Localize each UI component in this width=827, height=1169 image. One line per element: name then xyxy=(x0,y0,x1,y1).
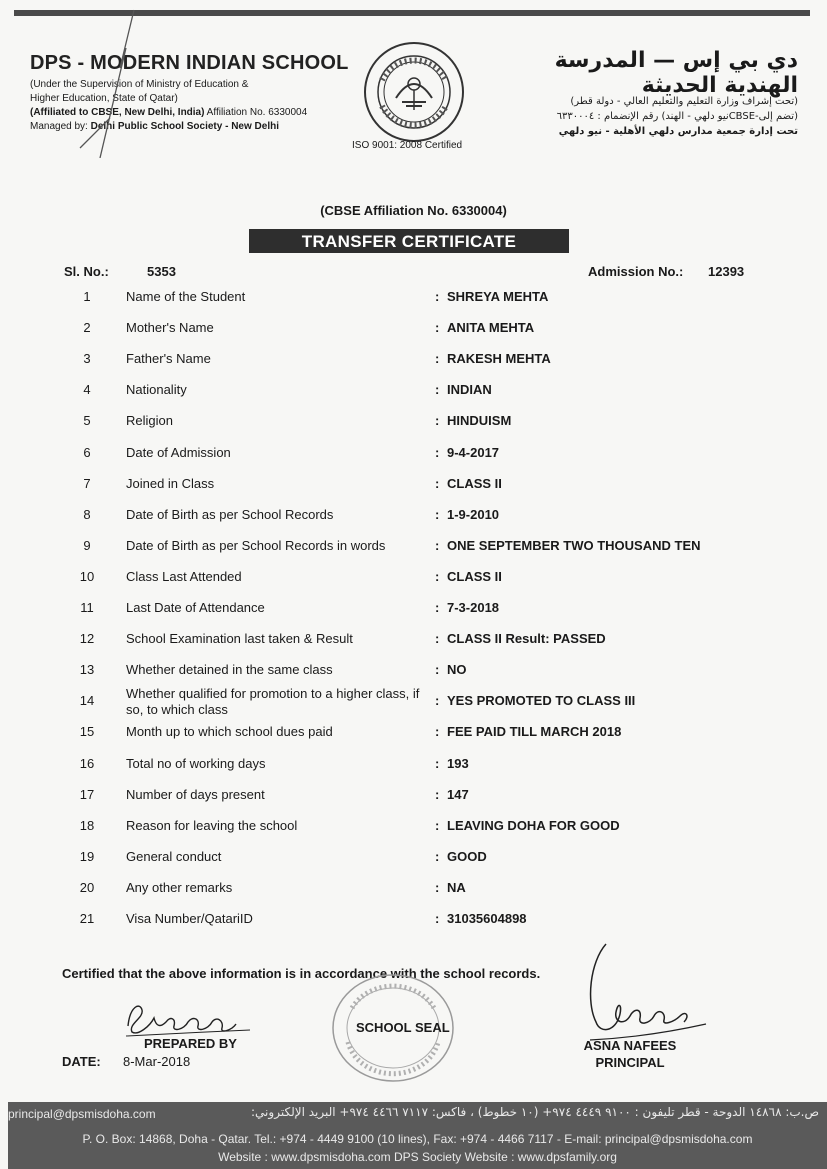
certificate-row xyxy=(0,469,827,499)
field-value: 1-9-2010 xyxy=(447,506,500,522)
field-label: General conduct xyxy=(126,848,222,864)
field-label: Father's Name xyxy=(126,351,211,367)
field-value: ANITA MEHTA xyxy=(447,320,535,336)
row-number: 15 xyxy=(79,724,95,740)
field-separator: : xyxy=(435,351,440,367)
supervision-line-2: Higher Education, State of Qatar) xyxy=(30,93,178,104)
field-separator: : xyxy=(435,600,440,615)
field-label: Visa Number/QatariID xyxy=(126,911,253,926)
school-seal-label: SCHOOL SEAL xyxy=(356,1020,450,1035)
field-label: Name of the Student xyxy=(126,289,246,304)
row-number: 5 xyxy=(83,413,91,429)
managed-by-prefix: Managed by: xyxy=(30,121,91,132)
field-value: FEE PAID TILL MARCH 2018 xyxy=(447,724,622,740)
principal-name: ASNA NAFEES xyxy=(583,1038,677,1053)
arabic-affiliation-line: (تضم إلى-CBSEنيو دلهي - الهند) رقم الإنضمام : ٦٣٣٠٠٠٤ xyxy=(556,111,798,122)
field-value: GOOD xyxy=(447,848,487,864)
row-number: 12 xyxy=(79,631,95,647)
arabic-supervision-line: (تحت إشراف وزارة التعليم والتعليم العالي - دولة قطر) xyxy=(570,96,798,107)
row-number: 8 xyxy=(83,506,91,522)
field-separator: : xyxy=(435,289,440,304)
certificate-row xyxy=(0,686,827,716)
arabic-managed-by-line: تحت إدارة جمعية مدارس دلهي الأهلية - نيو دلهي xyxy=(558,126,798,137)
document-title: TRANSFER CERTIFICATE xyxy=(249,229,569,253)
field-separator: : xyxy=(435,879,440,895)
field-separator: : xyxy=(435,817,440,833)
row-number: 11 xyxy=(80,600,94,615)
serial-number-label: Sl. No.: xyxy=(64,264,109,279)
field-value: CLASS II xyxy=(447,475,502,491)
field-value: ONE SEPTEMBER TWO THOUSAND TEN xyxy=(447,537,701,553)
principal-signature xyxy=(560,942,710,1052)
certificate-row xyxy=(0,375,827,405)
field-separator: : xyxy=(435,755,440,771)
certificate-row xyxy=(0,344,827,374)
certification-statement: Certified that the above information is in accordance with the school records. xyxy=(62,966,541,981)
field-value: LEAVING DOHA FOR GOOD xyxy=(447,817,620,833)
row-number: 17 xyxy=(79,786,95,802)
certificate-row xyxy=(0,717,827,747)
row-number: 4 xyxy=(83,382,91,398)
footer-email-english: principal@dpsmisdoha.com xyxy=(8,1107,156,1121)
certificate-row xyxy=(0,438,827,468)
field-label: Class Last Attended xyxy=(126,568,242,584)
certificate-row xyxy=(0,811,827,841)
certificate-row xyxy=(0,406,827,436)
field-label: Joined in Class xyxy=(126,475,215,491)
principal-title: PRINCIPAL xyxy=(595,1055,665,1070)
field-value: HINDUISM xyxy=(447,413,512,429)
prepared-by-label: PREPARED BY xyxy=(144,1036,237,1051)
row-number: 18 xyxy=(79,817,95,833)
managed-by-society: Delhi Public School Society - New Delhi xyxy=(90,121,279,132)
field-label: Reason for leaving the school xyxy=(126,817,298,833)
row-number: 21 xyxy=(79,911,95,926)
row-number: 2 xyxy=(83,320,91,336)
certificate-row xyxy=(0,842,827,872)
field-value: SHREYA MEHTA xyxy=(447,289,549,304)
cbse-affiliation: (CBSE Affiliation No. 6330004) xyxy=(320,203,507,218)
certificate-row xyxy=(0,749,827,779)
admission-number-label: Admission No.: xyxy=(588,264,684,279)
field-separator: : xyxy=(435,662,440,678)
field-value: 193 xyxy=(447,755,469,771)
field-separator: : xyxy=(435,413,440,429)
field-separator: : xyxy=(435,724,440,740)
school-emblem-logo xyxy=(362,40,466,144)
field-label: Last Date of Attendance xyxy=(126,600,265,615)
field-label: Nationality xyxy=(126,382,187,398)
row-number: 10 xyxy=(79,568,95,584)
footer-websites: Website : www.dpsmisdoha.com DPS Society Website : www.dpsfamily.org xyxy=(218,1150,617,1164)
field-value: YES PROMOTED TO CLASS III xyxy=(447,693,636,709)
field-separator: : xyxy=(435,537,440,553)
field-label: Number of days present xyxy=(126,786,265,802)
field-label: Religion xyxy=(126,413,173,429)
row-number: 14 xyxy=(79,693,95,709)
row-number: 16 xyxy=(79,755,95,771)
certificate-row xyxy=(0,780,827,810)
row-number: 19 xyxy=(79,848,95,864)
row-number: 7 xyxy=(83,475,91,491)
field-value: CLASS II Result: PASSED xyxy=(447,631,606,647)
iso-certification: ISO 9001: 2008 Certified xyxy=(352,140,463,151)
row-number: 13 xyxy=(79,662,95,678)
school-name-english: DPS - MODERN INDIAN SCHOOL xyxy=(30,52,349,74)
field-separator: : xyxy=(435,911,440,926)
certificate-row xyxy=(0,562,827,592)
row-number: 3 xyxy=(83,351,91,367)
field-separator: : xyxy=(435,475,440,491)
field-label: Whether qualified for promotion to a higher class, if so, to which class xyxy=(126,686,420,718)
field-label: Whether detained in the same class xyxy=(126,662,333,678)
field-separator: : xyxy=(435,506,440,522)
school-name-arabic: دي بي إس — المدرسة الهندية الحديثة xyxy=(554,48,798,98)
field-separator: : xyxy=(435,786,440,802)
field-value: 9-4-2017 xyxy=(447,444,500,460)
field-value: NO xyxy=(447,662,467,678)
field-label: Date of Admission xyxy=(126,444,231,460)
field-value: 7-3-2018 xyxy=(447,600,500,615)
certificate-row xyxy=(0,624,827,654)
row-number: 9 xyxy=(83,537,91,553)
field-label: Mother's Name xyxy=(126,320,214,336)
field-label: School Examination last taken & Result xyxy=(126,631,353,647)
footer-arabic-address: ص.ب: ١٤٨٦٨ الدوحة - قطر تليفون : ٩١٠٠ ٤٤٤٩ ٩٧٤+ (١٠ خطوط) ، فاكس: ٧١١٧ ٤٤٦٦ ٩٧٤+ البريد الإلكتروني: xyxy=(251,1105,819,1119)
field-label: Date of Birth as per School Records in words xyxy=(126,537,386,553)
field-value: 31035604898 xyxy=(447,911,527,926)
field-separator: : xyxy=(435,631,440,647)
date-label: DATE: xyxy=(62,1054,101,1069)
row-number: 20 xyxy=(79,879,95,895)
field-separator: : xyxy=(435,320,440,336)
field-separator: : xyxy=(435,848,440,864)
certificate-row xyxy=(0,500,827,530)
field-label: Total no of working days xyxy=(126,755,266,771)
serial-number-value: 5353 xyxy=(147,264,176,279)
certificate-row xyxy=(0,313,827,343)
admission-number-value: 12393 xyxy=(708,264,745,279)
affiliated-to-cbse: (Affiliated to CBSE, New Delhi, India) xyxy=(30,107,205,118)
footer-address: P. O. Box: 14868, Doha - Qatar. Tel.: +974 - 4449 9100 (10 lines), Fax: +974 - 4466 7117 - E-mail: principal@dpsmisdoha.com xyxy=(82,1132,753,1146)
certificate-row xyxy=(0,531,827,561)
field-separator: : xyxy=(435,568,440,584)
certificate-row xyxy=(0,593,827,623)
field-separator: : xyxy=(435,382,440,398)
field-separator: : xyxy=(435,693,440,709)
field-label: Any other remarks xyxy=(126,879,233,895)
certificate-row xyxy=(0,282,827,312)
field-value: RAKESH MEHTA xyxy=(447,351,551,367)
field-separator: : xyxy=(435,444,440,460)
date-value: 8-Mar-2018 xyxy=(123,1054,191,1069)
field-value: 147 xyxy=(447,786,469,802)
letterhead-footer xyxy=(8,1102,827,1169)
supervision-line-1: (Under the Supervision of Ministry of Education & xyxy=(30,79,249,90)
certificate-row xyxy=(0,873,827,903)
field-label: Month up to which school dues paid xyxy=(126,724,333,740)
row-number: 1 xyxy=(83,289,91,304)
field-value: INDIAN xyxy=(447,382,492,398)
affiliation-number-text: Affiliation No. 6330004 xyxy=(204,107,308,118)
pen-mark xyxy=(60,8,150,158)
field-value: NA xyxy=(447,879,466,895)
certificate-row xyxy=(0,904,827,934)
field-value: CLASS II xyxy=(447,568,502,584)
certificate-row xyxy=(0,655,827,685)
row-number: 6 xyxy=(83,444,91,460)
field-label: Date of Birth as per School Records xyxy=(126,506,334,522)
